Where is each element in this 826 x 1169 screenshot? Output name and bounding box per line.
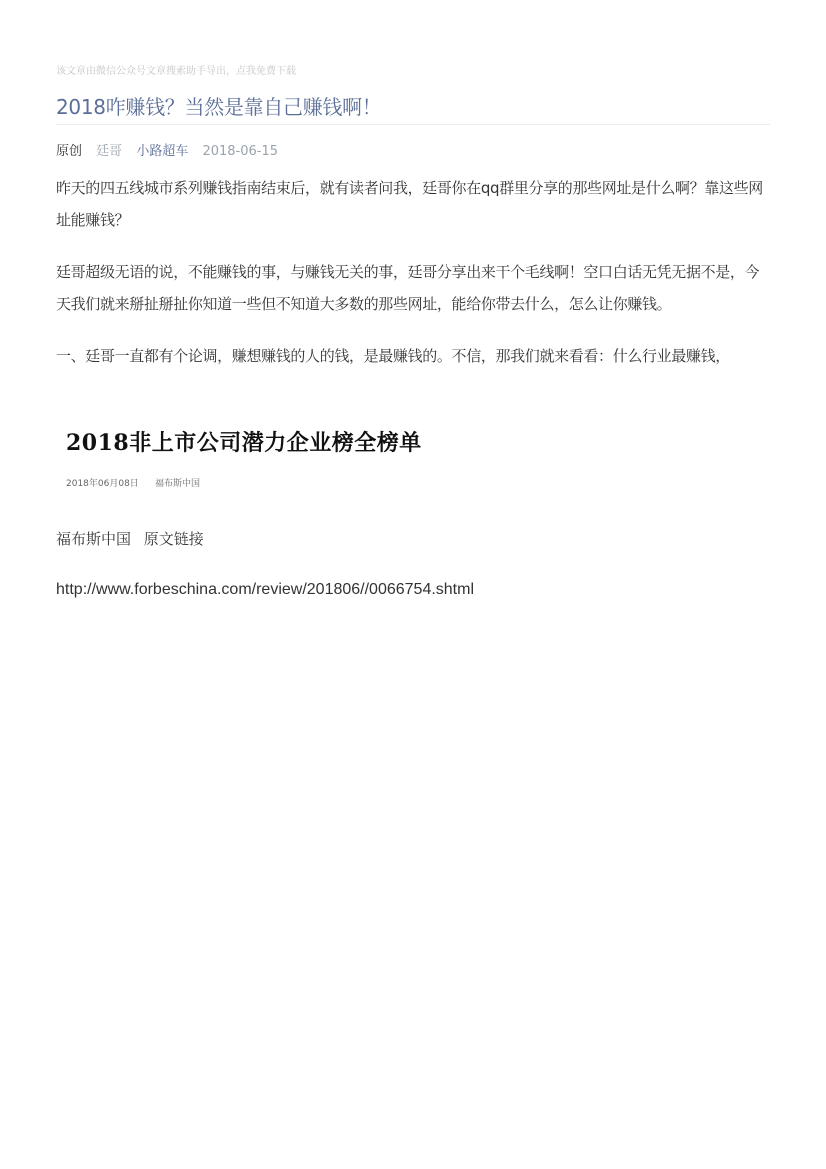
article-meta [56, 140, 288, 159]
embedded-image-date: 2018年06月08日 [66, 479, 139, 489]
paragraph-1: 昨天的四五线城市系列赚钱指南结束后，就有读者问我，廷哥你在qq群里分享的那些网址是什么啊？靠这些网址能赚钱？ [56, 179, 763, 229]
source-line [56, 528, 212, 549]
source-name: 福布斯中国 [56, 530, 132, 548]
embedded-article-image [56, 420, 456, 498]
article-title: 2018咋赚钱？当然是靠自己赚钱啊！ [56, 95, 382, 119]
account-name-link[interactable]: 小路超车 [136, 144, 189, 159]
publish-date: 2018-06-15 [202, 144, 279, 159]
paragraph-2: 廷哥超级无语的说，不能赚钱的事，与赚钱无关的事，廷哥分享出来干个毛线啊！空口白话无凭无据不是，今天我们就来掰扯掰扯你知道一些但不知道大多数的那些网址，能给你带去什么，怎么让你赚钱。 [56, 263, 760, 313]
original-badge: 原创 [56, 144, 83, 159]
export-notice-link[interactable]: 该文章由微信公众号文章搜索助手导出，点我免费下载 [56, 66, 296, 77]
title-divider [56, 124, 770, 125]
embedded-image-title: 2018非上市公司潜力企业榜全榜单 [66, 430, 422, 456]
source-url[interactable]: http://www.forbeschina.com/review/201806//0066754.shtml [56, 581, 475, 598]
author-name: 廷哥 [96, 144, 123, 159]
embedded-image-source: 福布斯中国 [155, 479, 201, 489]
paragraph-3: 一、廷哥一直都有个论调，赚想赚钱的人的钱，是最赚钱的。不信，那我们就来看看：什么行业最赚钱， [56, 347, 730, 365]
original-link[interactable]: 原文链接 [143, 530, 204, 548]
